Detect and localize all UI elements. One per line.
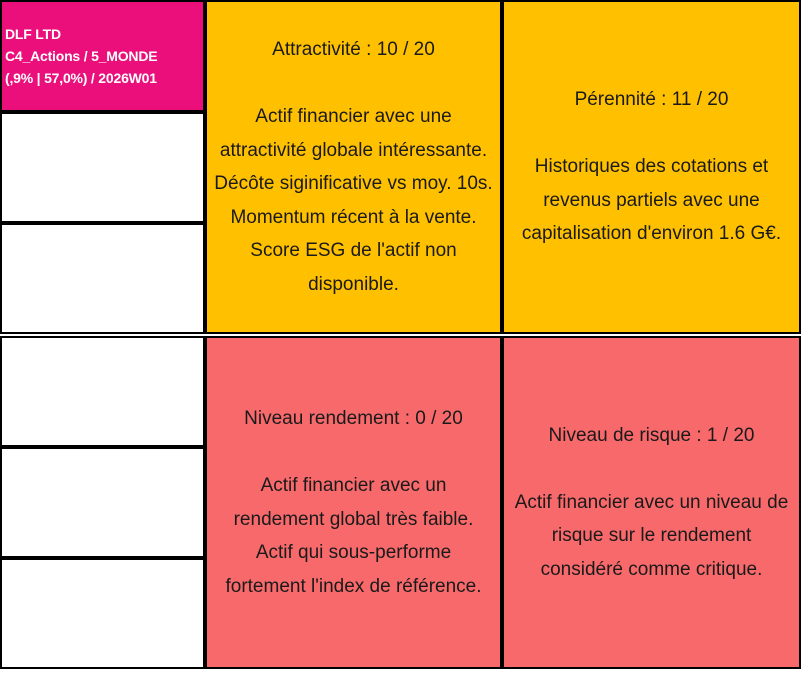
attractivite-title: Attractivité : 10 / 20 — [272, 39, 435, 60]
asset-header — [0, 0, 205, 112]
perennite-line-1: Historiques des cotations et — [534, 156, 769, 178]
attractivite-line-6: disponible. — [308, 273, 399, 295]
attractivite-line-5: Score ESG de l'actif non — [250, 240, 457, 261]
blank-cell-4 — [0, 447, 205, 558]
rendement-line-1: Actif financier avec un — [260, 475, 447, 496]
rendement-line-3: Actif qui sous-performe — [255, 542, 452, 563]
asset-category: C4_Actions / 5_MONDE — [5, 48, 158, 64]
blank-cell-5 — [0, 558, 205, 669]
rendement-panel — [205, 336, 502, 669]
risque-panel — [502, 336, 801, 669]
risque-title: Niveau de risque : 1 / 20 — [548, 424, 755, 446]
perennite-panel — [502, 0, 801, 334]
rendement-line-2: rendement global très faible. — [233, 508, 474, 530]
company-name: DLF LTD — [5, 26, 61, 42]
perennite-title: Pérennité : 11 / 20 — [574, 89, 729, 111]
risque-line-1: Actif financier avec un niveau de — [514, 491, 789, 513]
risque-line-3: considéré comme critique. — [540, 558, 763, 580]
risque-line-2: risque sur le rendement — [551, 525, 752, 547]
perennite-line-3: capitalisation d'environ 1.6 G€. — [521, 223, 782, 245]
asset-stats: (,9% | 57,0%) / 2026W01 — [5, 70, 157, 86]
blank-cell-2 — [0, 223, 205, 334]
blank-cell-3 — [0, 336, 205, 447]
rendement-title: Niveau rendement : 0 / 20 — [244, 408, 463, 429]
rendement-line-4: fortement l'index de référence. — [225, 575, 482, 597]
perennite-line-2: revenus partiels avec une — [543, 189, 760, 211]
attractivite-line-1: Actif financier avec une — [255, 106, 452, 127]
attractivite-line-3: Décôte siginificative vs moy. 10s. — [214, 173, 493, 194]
attractivite-line-2: attractivité globale intéressante. — [219, 139, 488, 161]
blank-cell-1 — [0, 112, 205, 223]
attractivite-panel — [205, 0, 502, 334]
attractivite-line-4: Momentum récent à la vente. — [230, 206, 477, 228]
